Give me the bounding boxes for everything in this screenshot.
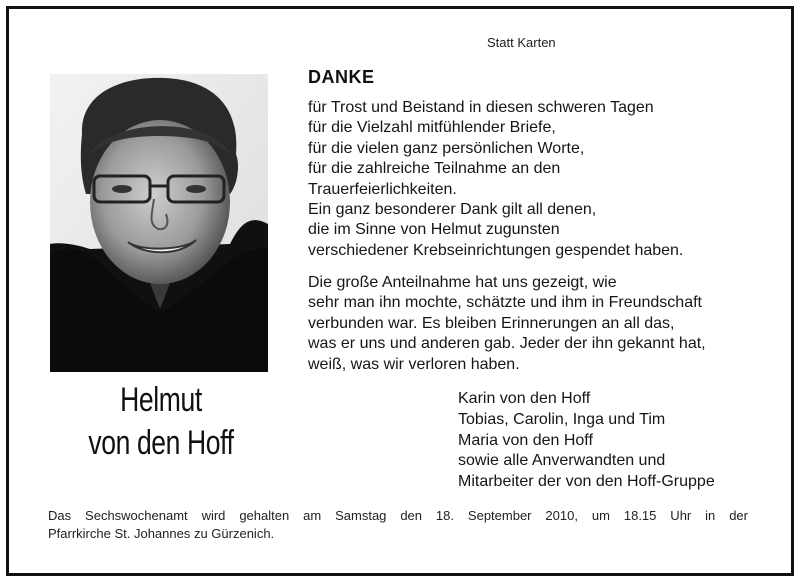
thanks-paragraph	[308, 98, 683, 261]
memory-line: was er uns und anderen gab. Jeder der ihn gekannt hat,	[308, 335, 706, 353]
thanks-line: die im Sinne von Helmut zugunsten	[308, 221, 560, 239]
thanks-line: Trauerfeierlichkeiten.	[308, 180, 457, 198]
service-line-2: Pfarrkirche St. Johannes zu Gürzenich.	[48, 526, 275, 541]
signer: Karin von den Hoff	[458, 390, 591, 407]
service-line-1: Das Sechswochenamt wird gehalten am Samstag den 18. September 2010, um 18.15 Uhr in der	[48, 508, 748, 523]
thanks-line: Ein ganz besonderer Dank gilt all denen,	[308, 201, 597, 219]
signer: sowie alle Anverwandten und	[458, 452, 666, 470]
signer: Maria von den Hoff	[458, 431, 593, 449]
thanks-line: für die zahlreiche Teilnahme an den	[308, 160, 561, 178]
signers-list	[458, 389, 715, 493]
heading-danke: DANKE	[308, 67, 375, 87]
portrait-photo	[50, 74, 268, 372]
memory-paragraph	[308, 273, 706, 375]
header-note: Statt Karten	[487, 35, 556, 50]
signer: Mitarbeiter der von den Hoff-Gruppe	[458, 473, 715, 491]
thanks-line: für die Vielzahl mitfühlender Briefe,	[308, 119, 556, 137]
signer: Tobias, Carolin, Inga und Tim	[458, 410, 666, 428]
deceased-first-name: Helmut	[120, 381, 202, 419]
portrait-image	[50, 74, 268, 372]
thanks-line: für Trost und Beistand in diesen schweren Tagen	[308, 99, 654, 116]
memory-line: Die große Anteilnahme hat uns gezeigt, wie	[308, 274, 617, 291]
memory-line: weiß, was wir verloren haben.	[308, 355, 520, 373]
deceased-surname: von den Hoff	[88, 424, 234, 462]
memory-line: sehr man ihn mochte, schätzte und ihm in Freundschaft	[308, 294, 702, 312]
thanks-line: für die vielen ganz persönlichen Worte,	[308, 139, 585, 157]
memory-line: verbunden war. Es bleiben Erinnerungen an all das,	[308, 314, 675, 332]
service-announcement	[48, 507, 748, 543]
thanks-line: verschiedener Krebseinrichtungen gespendet haben.	[308, 241, 684, 259]
